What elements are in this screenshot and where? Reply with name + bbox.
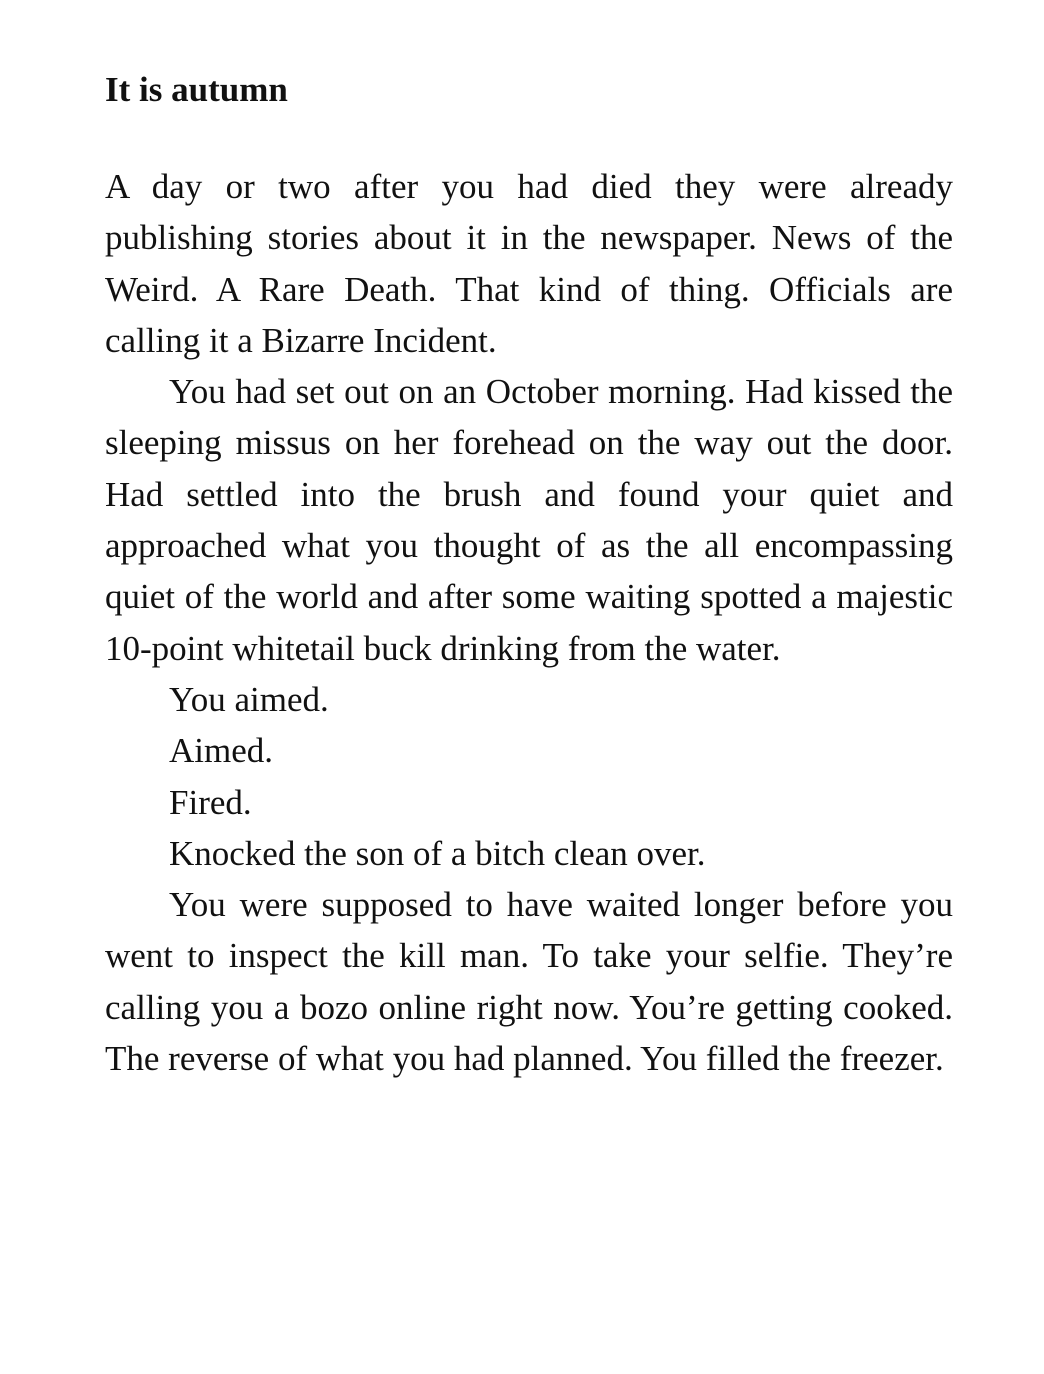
section-title: It is autumn: [105, 70, 288, 109]
paragraph: You aimed.: [169, 679, 329, 719]
paragraph: You were supposed to have waited longer before you went to inspect the kill man. To take your selfie. They’re calling you a bozo online right now. You’re getting cooked. The reverse of what you had planned. You filled the freezer.: [105, 885, 953, 1079]
paragraph: Knocked the son of a bitch clean over.: [169, 833, 706, 873]
paragraph: You had set out on an October morning. Had kissed the sleeping missus on her forehead on the way out the door. Had settled into the brush and found your quiet and approached what you thought of as the all encompassing quiet of the world and after some waiting spotted a majestic 10-point whitetail buck drinking from the water.: [105, 372, 953, 668]
paragraph: Aimed.: [169, 731, 274, 771]
document-page: [105, 66, 953, 1084]
body-text: [105, 161, 953, 1084]
paragraph: A day or two after you had died they were already publishing stories about it in the newspaper. News of the Weird. A Rare Death. That kind of thing. Officials are calling it a Bizarre Incident.: [105, 167, 953, 360]
paragraph: Fired.: [169, 782, 252, 822]
